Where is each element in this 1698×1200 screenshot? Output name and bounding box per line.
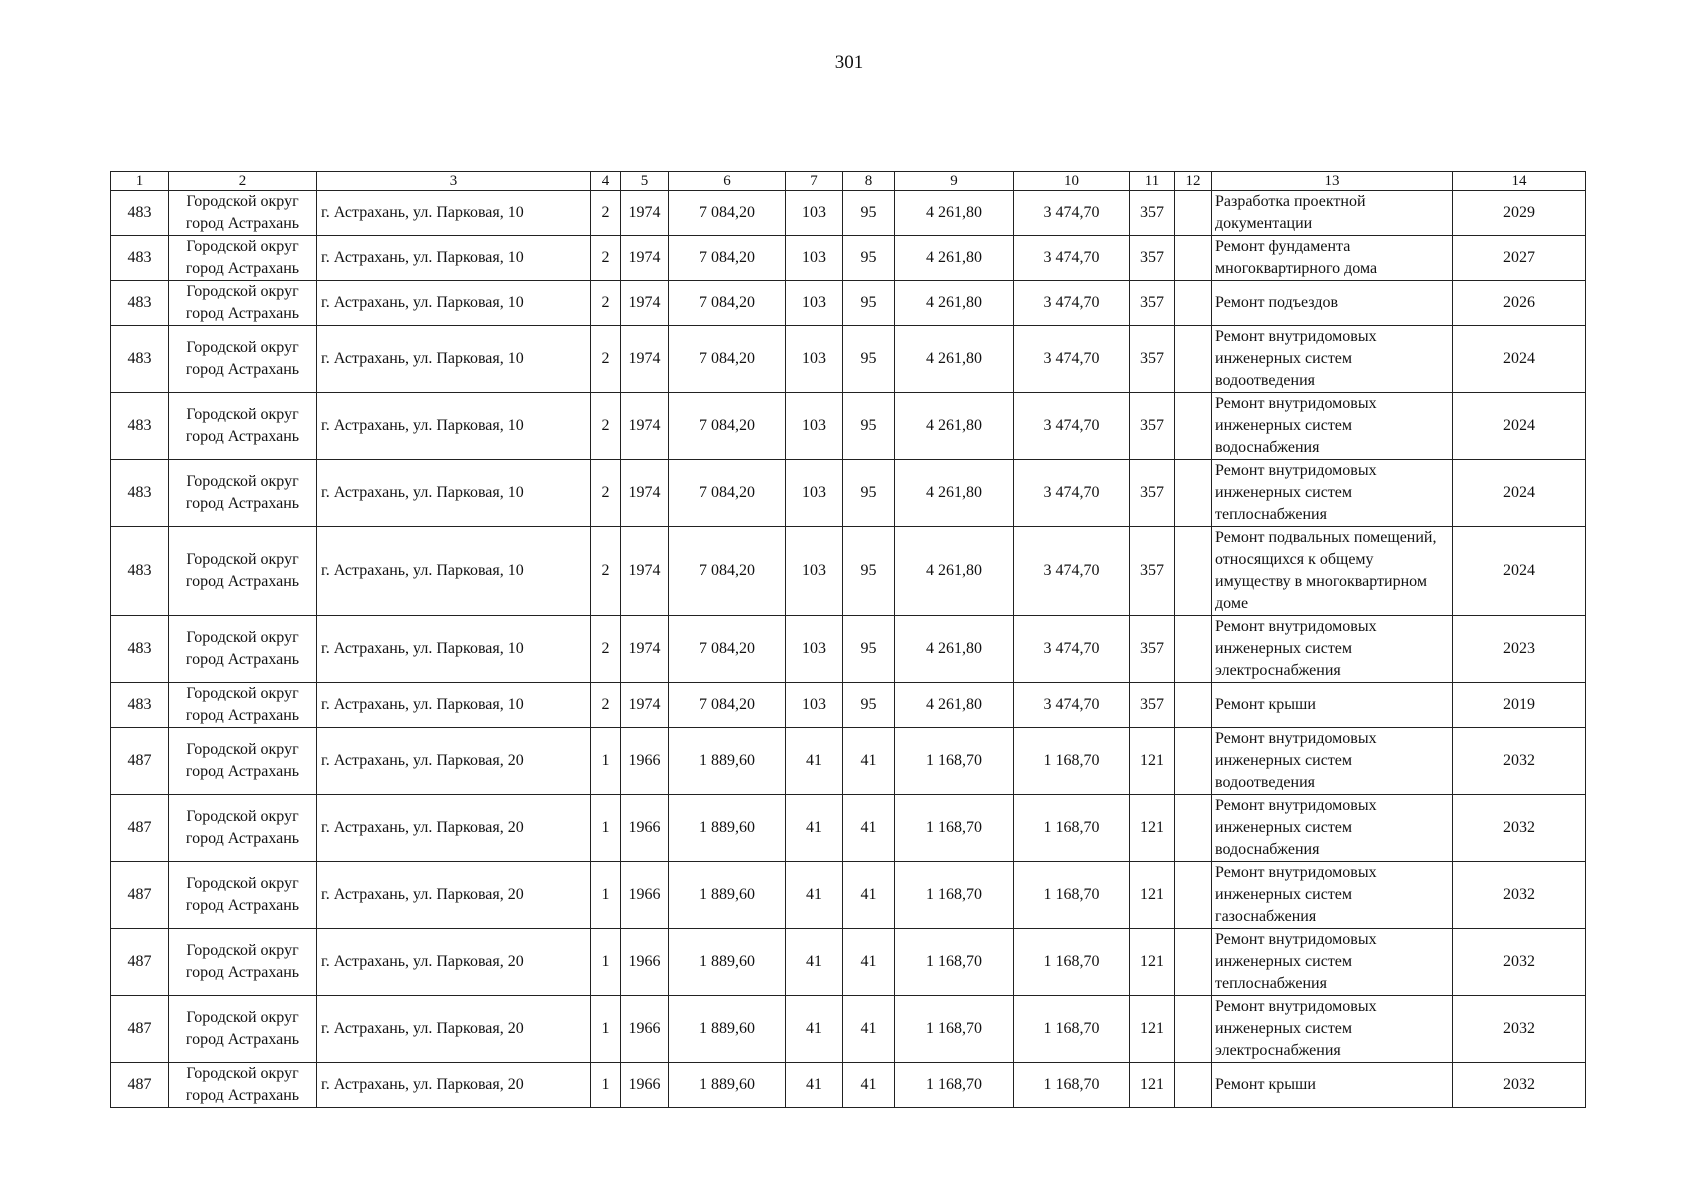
table-body [111,191,1586,1108]
col8-cell: 41 [843,728,895,795]
municipality-cell: Городской округ город Астрахань [169,929,317,996]
table-row [111,460,1586,527]
work-type-cell: Ремонт внутридомовых инженерных систем теплоснабжения [1212,929,1453,996]
municipality-cell: Городской округ город Астрахань [169,862,317,929]
work-type-cell: Ремонт внутридомовых инженерных систем водоотведения [1212,326,1453,393]
column-header: 5 [621,172,669,191]
column-header: 8 [843,172,895,191]
col9-cell: 4 261,80 [895,326,1014,393]
municipality-cell: Городской округ город Астрахань [169,326,317,393]
work-type-cell: Ремонт крыши [1212,683,1453,728]
col7-cell: 41 [786,1063,843,1108]
column-header: 11 [1130,172,1175,191]
address-cell: г. Астрахань, ул. Парковая, 10 [317,326,591,393]
col10-cell: 3 474,70 [1014,527,1130,616]
house-id-cell: 487 [111,862,169,929]
house-id-cell: 487 [111,795,169,862]
col8-cell: 95 [843,191,895,236]
col9-cell: 4 261,80 [895,393,1014,460]
year-cell: 1974 [621,326,669,393]
col10-cell: 3 474,70 [1014,191,1130,236]
col8-cell: 41 [843,795,895,862]
col8-cell: 95 [843,326,895,393]
table-header [111,172,1586,191]
address-cell: г. Астрахань, ул. Парковая, 20 [317,795,591,862]
year-cell: 1966 [621,929,669,996]
house-id-cell: 483 [111,393,169,460]
year-cell: 1974 [621,281,669,326]
municipality-cell: Городской округ город Астрахань [169,393,317,460]
work-type-cell: Ремонт внутридомовых инженерных систем электроснабжения [1212,996,1453,1063]
municipality-cell: Городской округ город Астрахань [169,996,317,1063]
col8-cell: 95 [843,616,895,683]
col10-cell: 3 474,70 [1014,460,1130,527]
col10-cell: 3 474,70 [1014,616,1130,683]
col7-cell: 103 [786,236,843,281]
planned-year-cell: 2024 [1453,460,1586,527]
floors-cell: 1 [591,1063,621,1108]
table-row [111,191,1586,236]
col9-cell: 1 168,70 [895,929,1014,996]
planned-year-cell: 2024 [1453,326,1586,393]
table-row [111,326,1586,393]
house-id-cell: 487 [111,929,169,996]
col7-cell: 103 [786,527,843,616]
column-header: 7 [786,172,843,191]
year-cell: 1966 [621,1063,669,1108]
column-header: 2 [169,172,317,191]
col11-cell: 357 [1130,460,1175,527]
planned-year-cell: 2032 [1453,996,1586,1063]
col12-cell [1175,281,1212,326]
house-id-cell: 483 [111,191,169,236]
total-area-cell: 7 084,20 [669,326,786,393]
municipality-cell: Городской округ город Астрахань [169,527,317,616]
total-area-cell: 7 084,20 [669,460,786,527]
col11-cell: 357 [1130,683,1175,728]
address-cell: г. Астрахань, ул. Парковая, 20 [317,929,591,996]
column-header: 13 [1212,172,1453,191]
col12-cell [1175,1063,1212,1108]
col9-cell: 4 261,80 [895,281,1014,326]
address-cell: г. Астрахань, ул. Парковая, 10 [317,191,591,236]
house-id-cell: 483 [111,616,169,683]
col10-cell: 1 168,70 [1014,1063,1130,1108]
column-header: 6 [669,172,786,191]
floors-cell: 1 [591,996,621,1063]
municipality-cell: Городской округ город Астрахань [169,460,317,527]
floors-cell: 2 [591,527,621,616]
address-cell: г. Астрахань, ул. Парковая, 10 [317,460,591,527]
work-type-cell: Ремонт подъездов [1212,281,1453,326]
total-area-cell: 1 889,60 [669,996,786,1063]
planned-year-cell: 2024 [1453,393,1586,460]
house-id-cell: 487 [111,1063,169,1108]
col8-cell: 95 [843,683,895,728]
col12-cell [1175,996,1212,1063]
year-cell: 1974 [621,393,669,460]
col8-cell: 95 [843,460,895,527]
col7-cell: 41 [786,862,843,929]
municipality-cell: Городской округ город Астрахань [169,281,317,326]
year-cell: 1966 [621,728,669,795]
address-cell: г. Астрахань, ул. Парковая, 10 [317,616,591,683]
col11-cell: 121 [1130,996,1175,1063]
table-row [111,393,1586,460]
col12-cell [1175,795,1212,862]
table-row [111,616,1586,683]
column-header: 9 [895,172,1014,191]
municipality-cell: Городской округ город Астрахань [169,191,317,236]
planned-year-cell: 2032 [1453,728,1586,795]
floors-cell: 2 [591,616,621,683]
address-cell: г. Астрахань, ул. Парковая, 10 [317,393,591,460]
planned-year-cell: 2019 [1453,683,1586,728]
col12-cell [1175,728,1212,795]
column-header: 1 [111,172,169,191]
table-row [111,236,1586,281]
col10-cell: 1 168,70 [1014,929,1130,996]
col7-cell: 103 [786,191,843,236]
col7-cell: 103 [786,393,843,460]
year-cell: 1974 [621,683,669,728]
work-type-cell: Ремонт фундамента многоквартирного дома [1212,236,1453,281]
work-type-cell: Ремонт внутридомовых инженерных систем газоснабжения [1212,862,1453,929]
year-cell: 1974 [621,236,669,281]
municipality-cell: Городской округ город Астрахань [169,1063,317,1108]
column-header: 3 [317,172,591,191]
house-id-cell: 483 [111,236,169,281]
column-header: 14 [1453,172,1586,191]
municipality-cell: Городской округ город Астрахань [169,795,317,862]
table-row [111,929,1586,996]
col7-cell: 103 [786,326,843,393]
col9-cell: 1 168,70 [895,1063,1014,1108]
address-cell: г. Астрахань, ул. Парковая, 10 [317,527,591,616]
house-id-cell: 487 [111,996,169,1063]
address-cell: г. Астрахань, ул. Парковая, 10 [317,683,591,728]
col10-cell: 3 474,70 [1014,683,1130,728]
column-header: 10 [1014,172,1130,191]
col10-cell: 1 168,70 [1014,862,1130,929]
address-cell: г. Астрахань, ул. Парковая, 10 [317,236,591,281]
total-area-cell: 1 889,60 [669,862,786,929]
house-id-cell: 483 [111,326,169,393]
col7-cell: 41 [786,996,843,1063]
floors-cell: 2 [591,326,621,393]
col10-cell: 3 474,70 [1014,236,1130,281]
floors-cell: 2 [591,683,621,728]
year-cell: 1974 [621,191,669,236]
col11-cell: 357 [1130,326,1175,393]
address-cell: г. Астрахань, ул. Парковая, 10 [317,281,591,326]
total-area-cell: 7 084,20 [669,236,786,281]
col10-cell: 3 474,70 [1014,393,1130,460]
work-type-cell: Ремонт внутридомовых инженерных систем водоотведения [1212,728,1453,795]
col12-cell [1175,326,1212,393]
col8-cell: 95 [843,281,895,326]
col7-cell: 41 [786,795,843,862]
work-type-cell: Ремонт подвальных помещений, относящихся к общему имуществу в многоквартирном доме [1212,527,1453,616]
col9-cell: 4 261,80 [895,236,1014,281]
address-cell: г. Астрахань, ул. Парковая, 20 [317,996,591,1063]
col9-cell: 1 168,70 [895,862,1014,929]
col8-cell: 41 [843,862,895,929]
col8-cell: 95 [843,393,895,460]
col11-cell: 121 [1130,795,1175,862]
floors-cell: 1 [591,728,621,795]
table-row [111,728,1586,795]
col9-cell: 4 261,80 [895,191,1014,236]
house-id-cell: 483 [111,281,169,326]
address-cell: г. Астрахань, ул. Парковая, 20 [317,1063,591,1108]
floors-cell: 1 [591,929,621,996]
house-id-cell: 483 [111,460,169,527]
floors-cell: 1 [591,795,621,862]
table-row [111,683,1586,728]
floors-cell: 2 [591,281,621,326]
total-area-cell: 1 889,60 [669,1063,786,1108]
col10-cell: 1 168,70 [1014,728,1130,795]
year-cell: 1966 [621,795,669,862]
col7-cell: 103 [786,460,843,527]
col11-cell: 121 [1130,728,1175,795]
col7-cell: 103 [786,683,843,728]
year-cell: 1974 [621,616,669,683]
planned-year-cell: 2023 [1453,616,1586,683]
col10-cell: 3 474,70 [1014,326,1130,393]
col10-cell: 3 474,70 [1014,281,1130,326]
address-cell: г. Астрахань, ул. Парковая, 20 [317,862,591,929]
total-area-cell: 7 084,20 [669,281,786,326]
house-id-cell: 483 [111,527,169,616]
municipality-cell: Городской округ город Астрахань [169,728,317,795]
planned-year-cell: 2026 [1453,281,1586,326]
total-area-cell: 7 084,20 [669,393,786,460]
col12-cell [1175,527,1212,616]
col11-cell: 357 [1130,236,1175,281]
col11-cell: 357 [1130,616,1175,683]
repair-schedule-table [110,171,1586,1108]
col7-cell: 103 [786,281,843,326]
total-area-cell: 1 889,60 [669,795,786,862]
col9-cell: 1 168,70 [895,728,1014,795]
total-area-cell: 7 084,20 [669,683,786,728]
col8-cell: 95 [843,527,895,616]
floors-cell: 2 [591,460,621,527]
work-type-cell: Ремонт крыши [1212,1063,1453,1108]
planned-year-cell: 2024 [1453,527,1586,616]
col11-cell: 357 [1130,393,1175,460]
col9-cell: 4 261,80 [895,683,1014,728]
year-cell: 1966 [621,996,669,1063]
col9-cell: 1 168,70 [895,996,1014,1063]
table-row [111,795,1586,862]
col12-cell [1175,236,1212,281]
col8-cell: 41 [843,996,895,1063]
table-row [111,996,1586,1063]
floors-cell: 2 [591,393,621,460]
planned-year-cell: 2029 [1453,191,1586,236]
table-row [111,862,1586,929]
col10-cell: 1 168,70 [1014,996,1130,1063]
table-row [111,1063,1586,1108]
year-cell: 1966 [621,862,669,929]
house-id-cell: 483 [111,683,169,728]
col9-cell: 1 168,70 [895,795,1014,862]
planned-year-cell: 2032 [1453,929,1586,996]
floors-cell: 1 [591,862,621,929]
work-type-cell: Разработка проектной документации [1212,191,1453,236]
col12-cell [1175,460,1212,527]
work-type-cell: Ремонт внутридомовых инженерных систем водоснабжения [1212,795,1453,862]
planned-year-cell: 2032 [1453,795,1586,862]
floors-cell: 2 [591,236,621,281]
col8-cell: 41 [843,1063,895,1108]
total-area-cell: 7 084,20 [669,527,786,616]
col8-cell: 41 [843,929,895,996]
total-area-cell: 7 084,20 [669,616,786,683]
municipality-cell: Городской округ город Астрахань [169,616,317,683]
col12-cell [1175,191,1212,236]
table-row [111,527,1586,616]
house-id-cell: 487 [111,728,169,795]
col10-cell: 1 168,70 [1014,795,1130,862]
col7-cell: 41 [786,728,843,795]
col7-cell: 103 [786,616,843,683]
column-header: 4 [591,172,621,191]
municipality-cell: Городской округ город Астрахань [169,236,317,281]
col9-cell: 4 261,80 [895,527,1014,616]
col12-cell [1175,862,1212,929]
total-area-cell: 1 889,60 [669,728,786,795]
planned-year-cell: 2032 [1453,1063,1586,1108]
work-type-cell: Ремонт внутридомовых инженерных систем электроснабжения [1212,616,1453,683]
col7-cell: 41 [786,929,843,996]
col11-cell: 121 [1130,862,1175,929]
header-row [111,172,1586,191]
planned-year-cell: 2027 [1453,236,1586,281]
work-type-cell: Ремонт внутридомовых инженерных систем водоснабжения [1212,393,1453,460]
col11-cell: 121 [1130,1063,1175,1108]
work-type-cell: Ремонт внутридомовых инженерных систем теплоснабжения [1212,460,1453,527]
municipality-cell: Городской округ город Астрахань [169,683,317,728]
planned-year-cell: 2032 [1453,862,1586,929]
total-area-cell: 7 084,20 [669,191,786,236]
column-header: 12 [1175,172,1212,191]
col9-cell: 4 261,80 [895,616,1014,683]
col11-cell: 121 [1130,929,1175,996]
col11-cell: 357 [1130,527,1175,616]
floors-cell: 2 [591,191,621,236]
col8-cell: 95 [843,236,895,281]
year-cell: 1974 [621,460,669,527]
col12-cell [1175,616,1212,683]
col9-cell: 4 261,80 [895,460,1014,527]
col12-cell [1175,393,1212,460]
table-row [111,281,1586,326]
address-cell: г. Астрахань, ул. Парковая, 20 [317,728,591,795]
col11-cell: 357 [1130,191,1175,236]
col12-cell [1175,929,1212,996]
page-number: 301 [834,52,864,73]
col11-cell: 357 [1130,281,1175,326]
year-cell: 1974 [621,527,669,616]
total-area-cell: 1 889,60 [669,929,786,996]
col12-cell [1175,683,1212,728]
